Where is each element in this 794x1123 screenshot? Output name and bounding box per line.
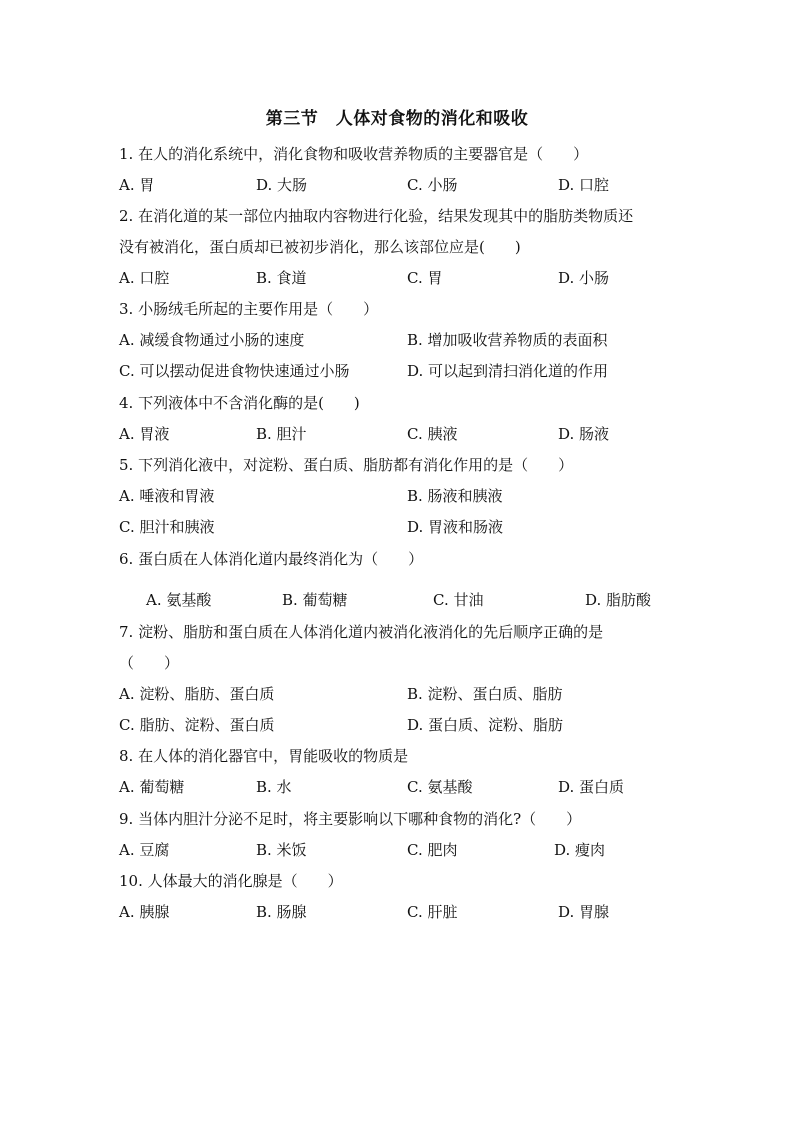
q10-option-d: D. 胃腺 (558, 903, 610, 921)
q9-option-d: D. 瘦肉 (554, 841, 606, 859)
q7-option-d: D. 蛋白质、淀粉、脂肪 (407, 716, 564, 734)
q3-option-d: D. 可以起到清扫消化道的作用 (407, 362, 609, 380)
q2-option-a: A. 口腔 (119, 269, 170, 287)
q3-option-a: A. 减缓食物通过小肠的速度 (119, 331, 305, 349)
q10-option-a: A. 胰腺 (119, 903, 170, 921)
q1-option-4: D. 口腔 (558, 176, 610, 194)
question-10: 10. 人体最大的消化腺是（ ） (119, 872, 343, 890)
q6-option-b: B. 葡萄糖 (282, 591, 348, 609)
q10-option-c: C. 肝脏 (407, 903, 458, 921)
q8-option-d: D. 蛋白质 (558, 778, 625, 796)
q8-option-a: A. 葡萄糖 (119, 778, 185, 796)
question-9: 9. 当体内胆汁分泌不足时，将主要影响以下哪种食物的消化?（ ） (119, 810, 582, 828)
q1-option-2: D. 大肠 (256, 176, 308, 194)
q9-option-c: C. 肥肉 (407, 841, 458, 859)
q7-option-a: A. 淀粉、脂肪、蛋白质 (119, 685, 275, 703)
q1-option-3: C. 小肠 (407, 176, 458, 194)
q7-option-c: C. 脂肪、淀粉、蛋白质 (119, 716, 275, 734)
q5-option-b: B. 肠液和胰液 (407, 487, 503, 505)
question-7-line-2: （ ） (119, 654, 180, 672)
q5-option-c: C. 胆汁和胰液 (119, 518, 215, 536)
q4-option-b: B. 胆汁 (256, 425, 307, 443)
q8-option-b: B. 水 (256, 778, 292, 796)
section-title: 第三节 人体对食物的消化和吸收 (265, 109, 529, 129)
question-1: 1. 在人的消化系统中，消化食物和吸收营养物质的主要器官是（ ） (119, 145, 589, 163)
q2-option-b: B. 食道 (256, 269, 307, 287)
question-7-line-1: 7. 淀粉、脂肪和蛋白质在人体消化道内被消化液消化的先后顺序正确的是 (119, 623, 604, 641)
q3-option-b: B. 增加吸收营养物质的表面积 (407, 331, 608, 349)
question-6: 6. 蛋白质在人体消化道内最终消化为（ ） (119, 550, 424, 568)
q2-option-d: D. 小肠 (558, 269, 610, 287)
q4-option-d: D. 肠液 (558, 425, 610, 443)
question-8: 8. 在人体的消化器官中，胃能吸收的物质是 (119, 747, 409, 765)
question-2-line-1: 2. 在消化道的某一部位内抽取内容物进行化验，结果发现其中的脂肪类物质还 (119, 207, 634, 225)
q5-option-a: A. 唾液和胃液 (119, 487, 215, 505)
q9-option-a: A. 豆腐 (119, 841, 170, 859)
q6-option-d: D. 脂肪酸 (585, 591, 652, 609)
q7-option-b: B. 淀粉、蛋白质、脂肪 (407, 685, 563, 703)
q3-option-c: C. 可以摆动促进食物快速通过小肠 (119, 362, 350, 380)
q6-option-a: A. 氨基酸 (146, 591, 212, 609)
q2-option-c: C. 胃 (407, 269, 443, 287)
q4-option-c: C. 胰液 (407, 425, 458, 443)
question-2-line-2: 没有被消化，蛋白质却已被初步消化，那么该部位应是( ) (119, 238, 521, 256)
q5-option-d: D. 胃液和肠液 (407, 518, 504, 536)
q1-option-1: A. 胃 (119, 176, 155, 194)
q4-option-a: A. 胃液 (119, 425, 170, 443)
question-4: 4. 下列液体中不含消化酶的是( ) (119, 394, 360, 412)
question-3: 3. 小肠绒毛所起的主要作用是（ ） (119, 300, 379, 318)
question-5: 5. 下列消化液中，对淀粉、蛋白质、脂肪都有消化作用的是（ ） (119, 456, 574, 474)
q10-option-b: B. 肠腺 (256, 903, 307, 921)
q9-option-b: B. 米饭 (256, 841, 307, 859)
q8-option-c: C. 氨基酸 (407, 778, 473, 796)
q6-option-c: C. 甘油 (433, 591, 484, 609)
